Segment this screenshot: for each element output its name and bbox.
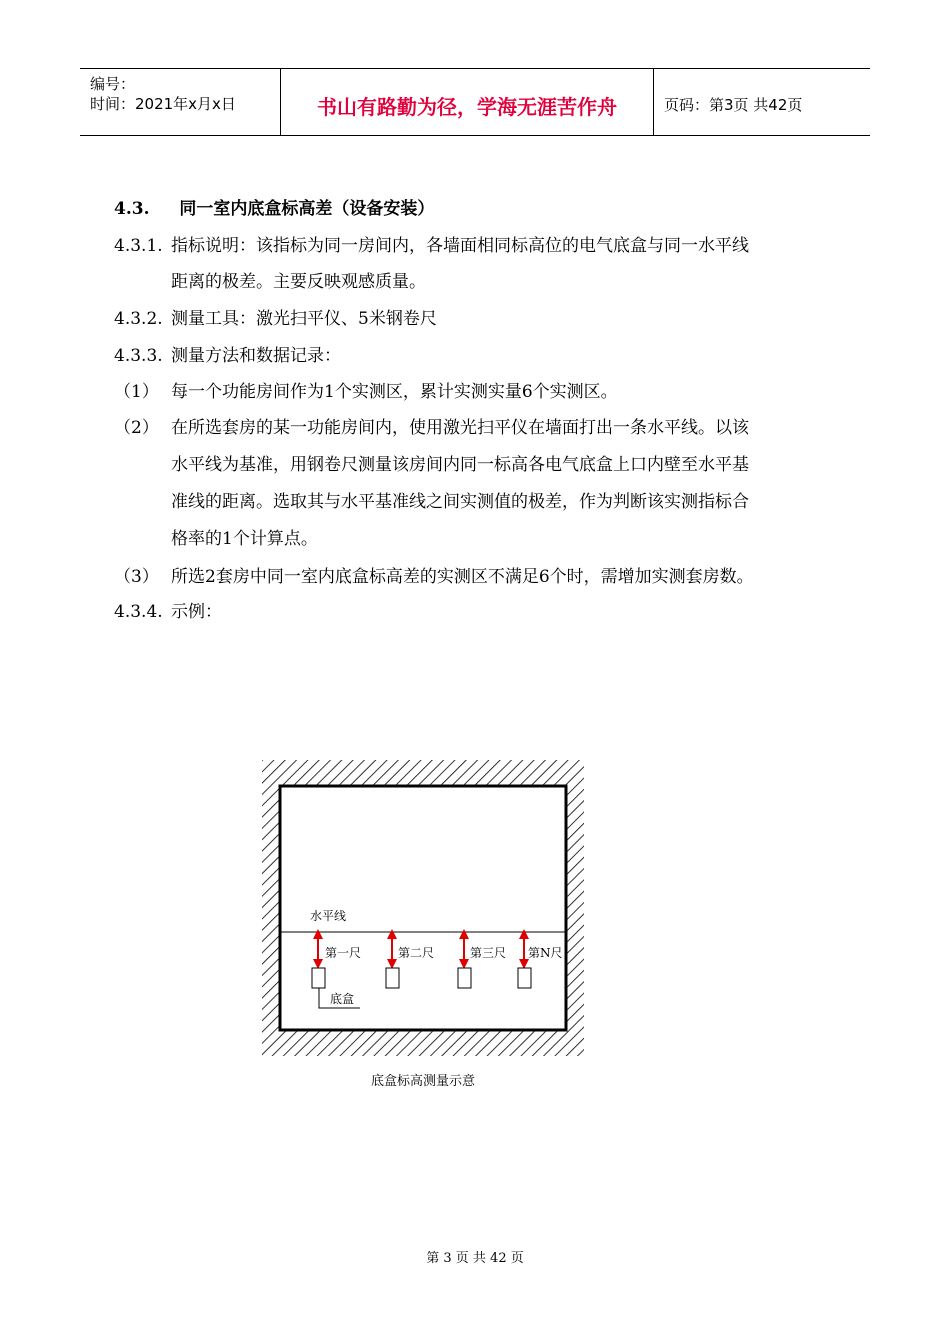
item-text: 指标说明：该指标为同一房间内，各墙面相同标高位的电气底盒与同一水平线 [171, 236, 749, 256]
item-text: 测量方法和数据记录： [171, 346, 341, 366]
header-page-number: 页码：第3页 共42页 [664, 96, 803, 114]
socket-box [386, 968, 399, 988]
item-text: 距离的极差。主要反映观感质量。 [171, 272, 426, 292]
list-item [171, 454, 749, 476]
item-text: 所选2套房中同一室内底盒标高差的实测区不满足6个时，需增加实测套房数。 [171, 567, 754, 587]
list-item [171, 271, 426, 293]
item-text: 示例： [171, 602, 222, 622]
item-text: 格率的1个计算点。 [171, 529, 318, 549]
header-info-cell [80, 69, 281, 135]
item-text: 水平线为基准，用钢卷尺测量该房间内同一标高各电气底盒上口内壁至水平基 [171, 455, 749, 475]
item-text: 在所选套房的某一功能房间内，使用激光扫平仪在墙面打出一条水平线。以该 [171, 418, 749, 438]
item-number: 4.3.1. [114, 236, 163, 256]
room-outline [280, 786, 566, 1030]
item-text: 准线的距离。选取其与水平基准线之间实测值的极差，作为判断该实测指标合 [171, 492, 749, 512]
socket-box [312, 968, 325, 988]
header-motto-cell [281, 69, 654, 135]
list-item [171, 491, 749, 513]
item-text: 每一个功能房间作为1个实测区，累计实测实量6个实测区。 [171, 382, 618, 402]
ruler-label: 第N尺 [528, 946, 563, 960]
socket-box [458, 968, 471, 988]
item-number: （1） [114, 382, 159, 402]
document-number-label: 编号： [90, 75, 136, 93]
socket-box [518, 968, 531, 988]
header-motto: 书山有路勤为径，学海无涯苦作舟 [317, 95, 617, 119]
header-page-cell [654, 69, 870, 135]
item-number: （2） [114, 418, 159, 438]
document-time-label: 时间：2021年x月x日 [90, 95, 236, 113]
item-number: 4.3.4. [114, 602, 163, 622]
ruler-label: 第二尺 [398, 946, 435, 960]
socket-box-measurement-diagram [262, 760, 584, 1056]
figure-caption: 底盒标高测量示意 [370, 1074, 475, 1089]
list-item [171, 528, 318, 550]
section-heading [114, 198, 434, 220]
box-label: 底盒 [330, 992, 355, 1006]
item-text: 测量工具：激光扫平仪、5米钢卷尺 [171, 309, 437, 329]
horizontal-line-label: 水平线 [310, 909, 347, 923]
page-footer: 第 3 页 共 42 页 [426, 1251, 524, 1266]
item-number: 4.3.2. [114, 309, 163, 329]
item-number: 4.3.3. [114, 346, 163, 366]
ruler-label: 第一尺 [325, 946, 362, 960]
item-number: （3） [114, 567, 159, 587]
ruler-label: 第三尺 [470, 946, 507, 960]
section-title: 同一室内底盒标高差（设备安装） [179, 199, 435, 219]
page-header [80, 68, 870, 136]
section-number: 4.3. [114, 199, 150, 219]
